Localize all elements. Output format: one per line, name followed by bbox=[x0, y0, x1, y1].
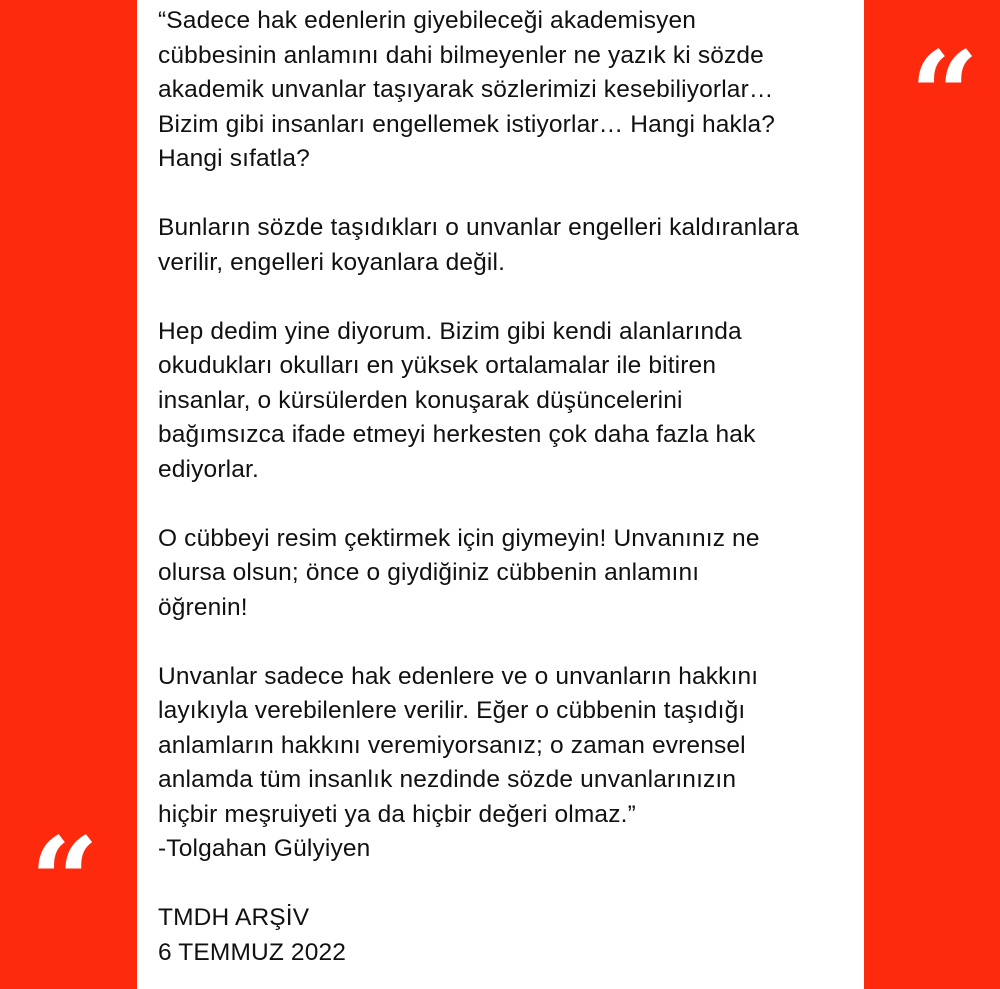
footer bbox=[158, 901, 858, 970]
paragraph bbox=[158, 522, 858, 626]
date-label: 6 TEMMUZ 2022 bbox=[158, 938, 347, 966]
quote-text bbox=[158, 4, 858, 970]
paragraph bbox=[158, 315, 858, 488]
paragraph bbox=[158, 660, 858, 867]
archive-label: TMDH ARŞİV bbox=[158, 904, 310, 931]
quote-mark-icon: “ bbox=[30, 811, 100, 952]
author-line: -Tolgahan Gülyiyen bbox=[158, 835, 371, 862]
paragraph bbox=[158, 211, 858, 280]
text-line: akademik unvanlar taşıyarak sözlerimizi kesebiliyorlar… bbox=[158, 76, 774, 103]
text-line: layıkıyla verebilenlere verilir. Eğer o cübbenin taşıdığı bbox=[158, 697, 746, 724]
text-line: anlamda tüm insanlık nezdinde sözde unvanlarınızın bbox=[158, 766, 737, 793]
text-line: öğrenin! bbox=[158, 593, 248, 621]
text-line: Bunların sözde taşıdıkları o unvanlar engelleri kaldıranlara bbox=[158, 214, 799, 241]
text-line: Hangi sıfatla? bbox=[158, 145, 310, 172]
text-line: Bizim gibi insanları engellemek istiyorlar… Hangi hakla? bbox=[158, 110, 776, 138]
quote-mark-icon: “ bbox=[910, 25, 980, 166]
text-line: Hep dedim yine diyorum. Bizim gibi kendi alanlarında bbox=[158, 317, 742, 345]
text-line: olursa olsun; önce o giydiğiniz cübbenin anlamını bbox=[158, 559, 700, 586]
text-line: ediyorlar. bbox=[158, 455, 259, 483]
text-line: bağımsızca ifade etmeyi herkesten çok daha fazla hak bbox=[158, 421, 756, 448]
text-line: O cübbeyi resim çektirmek için giymeyin! Unvanınız ne bbox=[158, 524, 760, 552]
text-line: insanlar, o kürsülerden konuşarak düşüncelerini bbox=[158, 386, 683, 414]
text-line: hiçbir meşruiyeti ya da hiçbir değeri olmaz.” bbox=[158, 800, 636, 828]
text-line: Unvanlar sadece hak edenlere ve o unvanların hakkını bbox=[158, 662, 759, 690]
paragraph bbox=[158, 4, 858, 177]
text-line: verilir, engelleri koyanlara değil. bbox=[158, 248, 506, 276]
text-line: cübbesinin anlamını dahi bilmeyenler ne yazık ki sözde bbox=[158, 41, 764, 69]
text-line: okudukları okulları en yüksek ortalamalar ile bitiren bbox=[158, 352, 717, 379]
text-line: “Sadece hak edenlerin giyebileceği akademisyen bbox=[158, 7, 697, 34]
text-line: anlamların hakkını veremiyorsanız; o zaman evrensel bbox=[158, 731, 746, 759]
